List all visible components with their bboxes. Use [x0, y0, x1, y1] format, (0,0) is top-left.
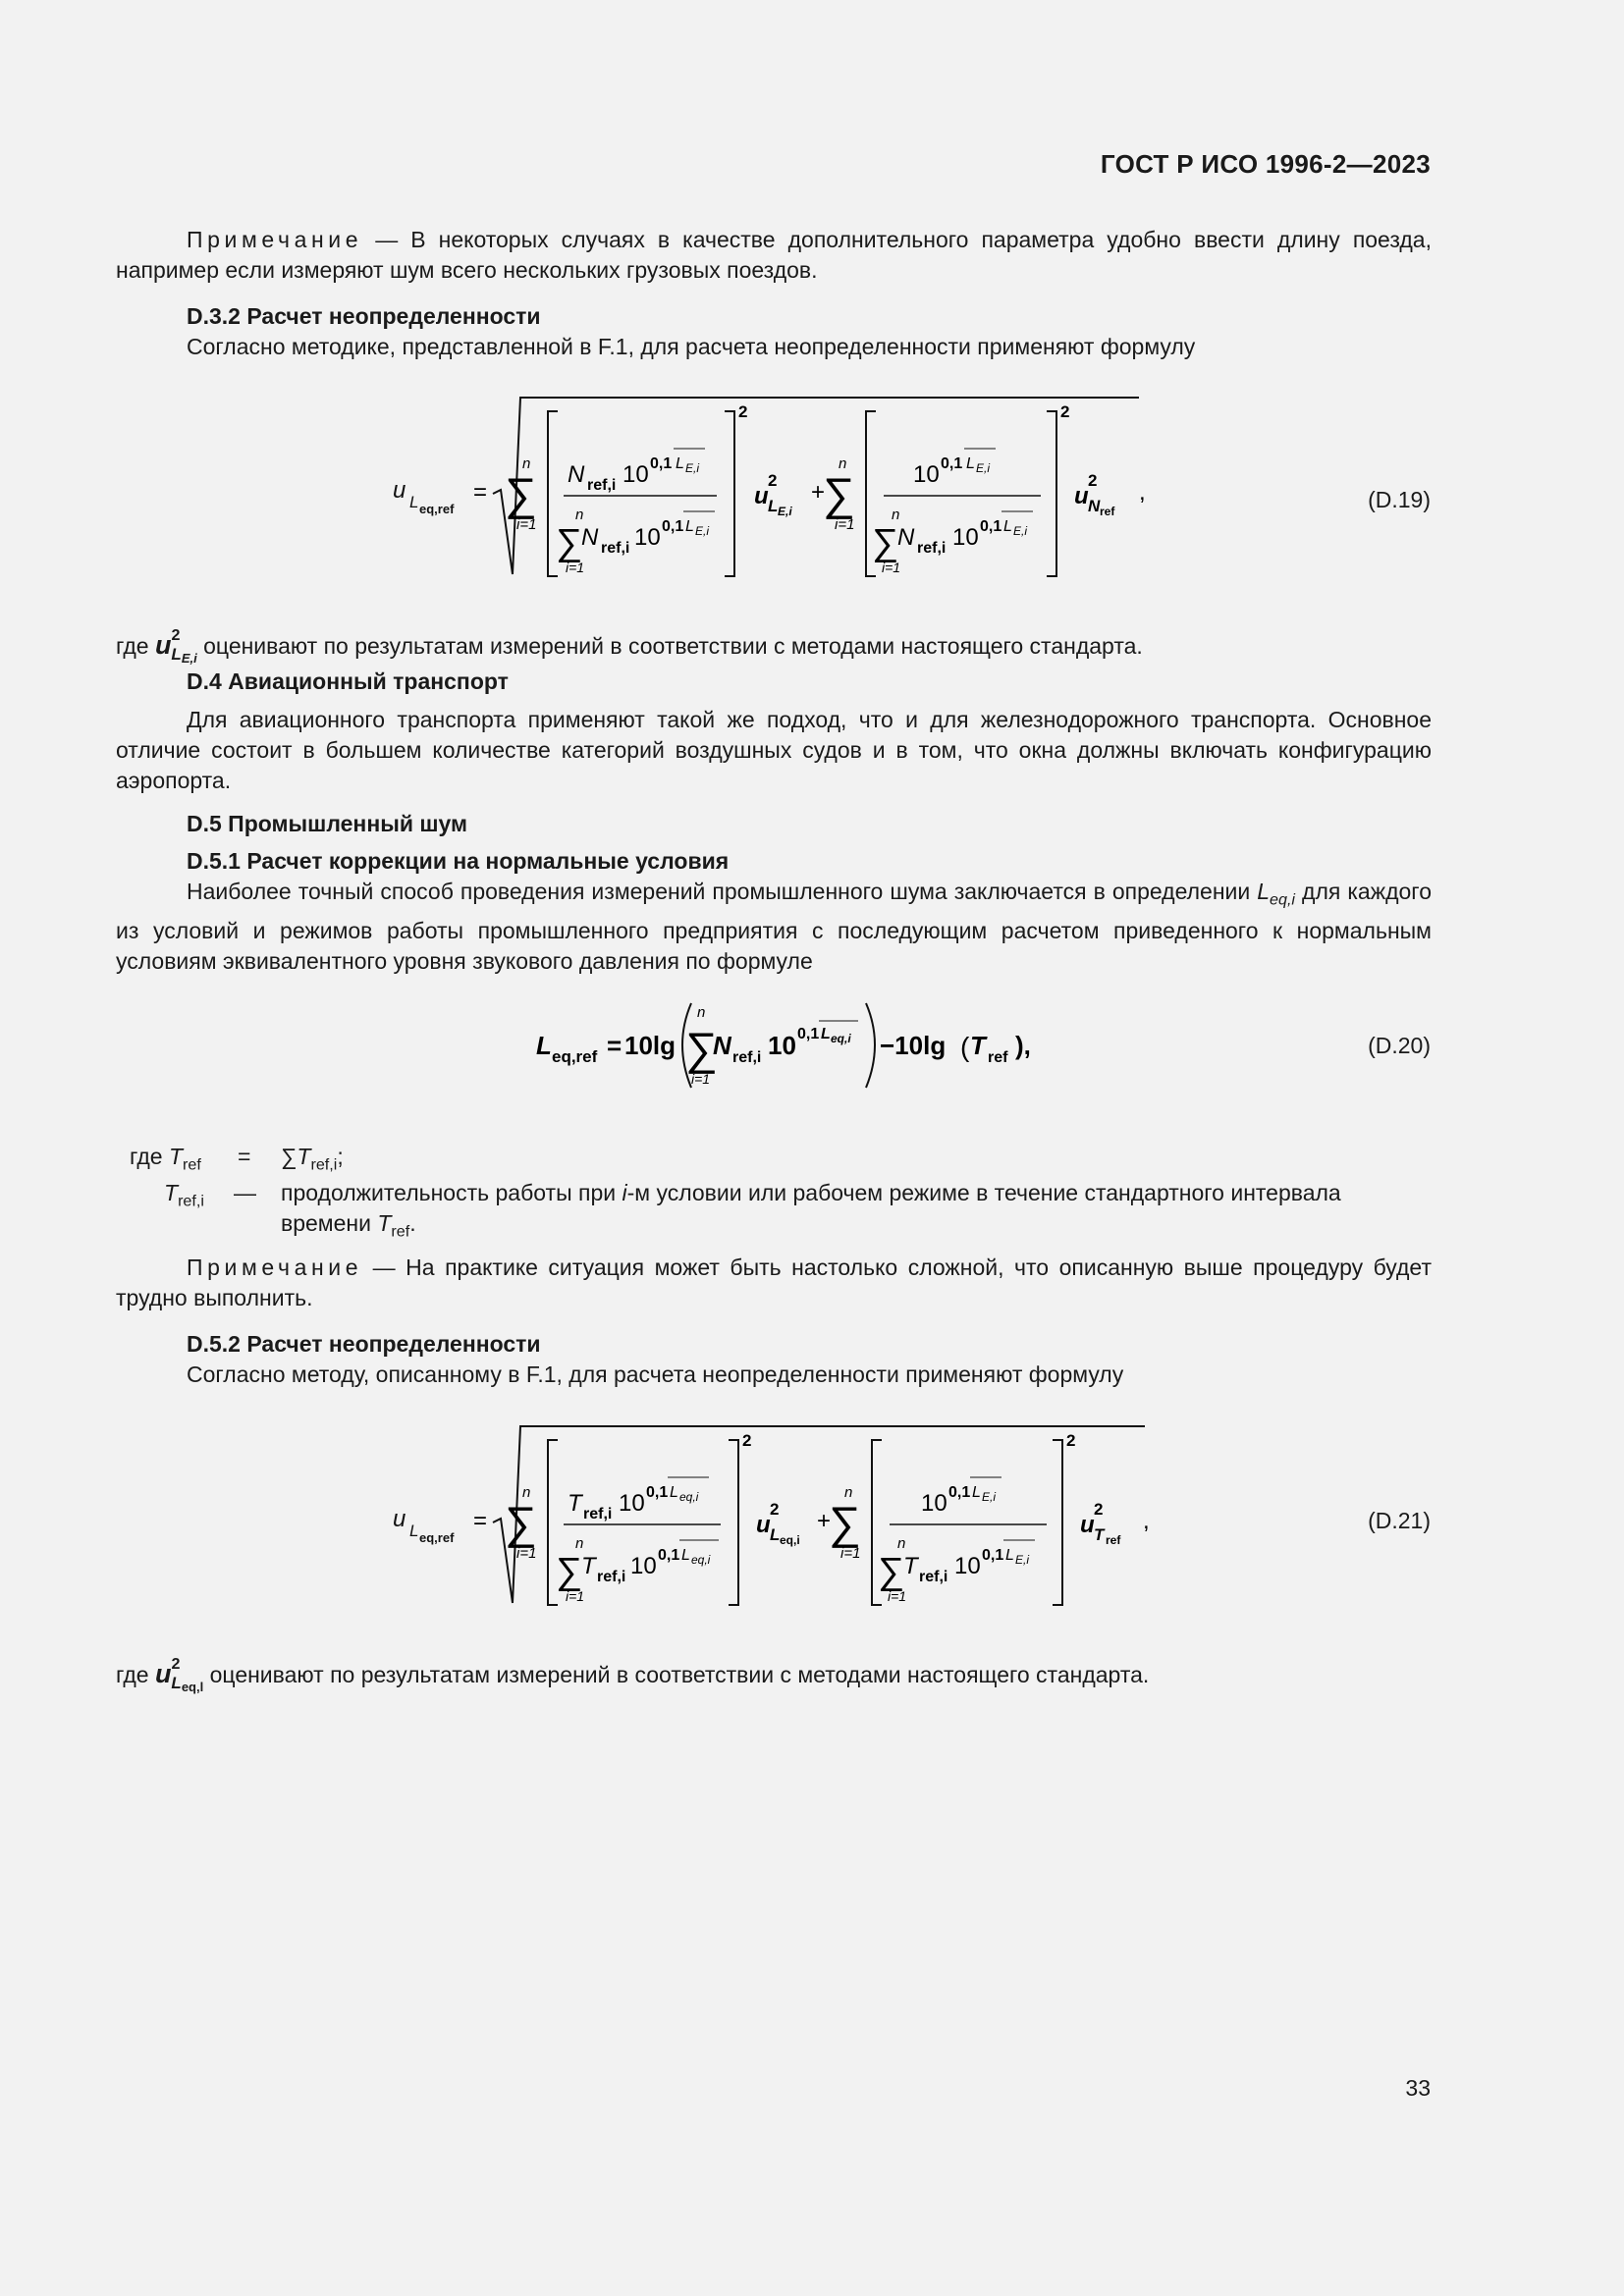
where-prefix: где	[130, 1144, 163, 1169]
sum-upper: n	[844, 1484, 853, 1501]
formula-number: 10	[634, 524, 661, 551]
formula-exponent: 0,1	[948, 1484, 971, 1501]
text: -м условии или рабочем режиме в течение стандартного интервала	[626, 1180, 1341, 1205]
formula-punct: ,	[1139, 479, 1146, 506]
formula-symbol: u	[756, 1512, 771, 1538]
symbol: T	[297, 1144, 311, 1169]
equation-number: (D.20)	[1368, 1033, 1431, 1058]
symbol: T	[377, 1210, 392, 1236]
formula-symbol: L	[768, 497, 779, 515]
paren-left: (	[960, 1032, 970, 1062]
formula-index: ref	[988, 1049, 1008, 1066]
formula-number: 10	[952, 524, 979, 551]
formula-symbol: L	[1003, 518, 1012, 535]
formula-exponent: 2	[742, 1431, 752, 1450]
formula-number: 10	[623, 461, 649, 488]
formula-index: eq,i	[780, 1533, 800, 1547]
formula-symbol: L	[670, 1484, 678, 1501]
sum-upper: n	[522, 455, 531, 472]
symbol: T	[164, 1180, 179, 1205]
formula-symbol: L	[1005, 1547, 1014, 1564]
paragraph: Для авиационного транспорта применяют такой же подход, что и для железнодорожного транспорта. Основное отличие состоит в большем количестве категорий воздушных судов и в том, что окна должны включать конфигурацию аэропорта.	[116, 707, 1432, 793]
formula-symbol: T	[970, 1031, 986, 1060]
formula-punct: ,	[1143, 1508, 1150, 1534]
formula-exponent: 0,1	[941, 455, 963, 472]
formula-symbol: L	[681, 1547, 690, 1564]
paren-right	[866, 1003, 875, 1088]
symbol-sup: 2	[171, 1655, 181, 1673]
where-operator: =	[238, 1144, 251, 1169]
where-prefix: где	[116, 633, 149, 659]
note-text: — На практике ситуация может быть настолько сложной, что описанную выше процедуру будет трудно выполнить.	[116, 1255, 1432, 1310]
formula-index: E,i	[1015, 1553, 1030, 1567]
equation-number: (D.19)	[1368, 487, 1431, 512]
where-text: оценивают по результатам измерений в соответствии с методами настоящего стандарта.	[209, 1662, 1150, 1687]
formula-index: E,i	[695, 524, 710, 538]
symbol-sub: ref,i	[310, 1155, 338, 1174]
note-paragraph	[116, 1253, 1432, 1313]
formula-function: −10lg	[880, 1031, 947, 1060]
sum-upper: n	[697, 1004, 706, 1021]
section-heading: D.5.2 Расчет неопределенности	[187, 1331, 541, 1357]
formula-symbol: T	[1094, 1525, 1105, 1544]
sum-upper: n	[522, 1484, 531, 1501]
formula-index: ref,i	[732, 1049, 762, 1066]
formula-symbol: u	[393, 477, 406, 504]
formula-symbol: L	[409, 493, 419, 511]
sum-lower: i=1	[888, 1588, 907, 1604]
formula-index: E,i	[778, 505, 792, 518]
sum-lower: i=1	[835, 516, 855, 533]
formula-index: ref,i	[917, 540, 947, 557]
symbol-sub: L	[171, 645, 182, 664]
sum-sign: ∑	[823, 468, 855, 519]
text: для каждого из условий и режимов работы промышленного предприятия с последующим расчетом приведенного к нормальным условиям эквивалентного уровня звукового давления по формуле	[116, 879, 1432, 974]
formula-symbol: L	[685, 518, 694, 535]
sum-lower: i=1	[882, 560, 901, 575]
note-paragraph	[116, 225, 1432, 286]
text: Наиболее точный способ проведения измерений промышленного шума заключается в определении	[187, 879, 1258, 904]
formula-operator: +	[811, 479, 826, 506]
formula-index: eq,i	[831, 1032, 851, 1045]
formula-index: ref	[1100, 505, 1115, 518]
section-heading: D.3.2 Расчет неопределенности	[187, 303, 541, 329]
text: продолжительность работы при	[281, 1180, 623, 1205]
section-heading: D.5.1 Расчет коррекции на нормальные условия	[187, 848, 730, 874]
symbol-sub: ref	[183, 1155, 201, 1174]
formula-symbol: u	[754, 483, 769, 509]
formula-index: eq,i	[679, 1490, 699, 1504]
formula-intro: Согласно методу, описанному в F.1, для расчета неопределенности применяют формулу	[187, 1362, 1124, 1387]
formula-symbol: N	[897, 524, 915, 551]
bracket-right	[725, 411, 734, 576]
document-header: ГОСТ Р ИСО 1996-2—2023	[1100, 149, 1431, 179]
sum-upper: n	[892, 507, 900, 523]
sum-lower: i=1	[516, 1545, 537, 1562]
formula-exponent: 2	[1094, 1500, 1104, 1519]
formula-d20	[530, 993, 1041, 1095]
formula-index: ref,i	[587, 477, 617, 494]
where-text: оценивают по результатам измерений в соответствии с методами настоящего стандарта.	[203, 633, 1143, 659]
sum-lower: i=1	[566, 560, 585, 575]
note-text: — В некоторых случаях в качестве дополнительного параметра удобно ввести длину поезда, например если измеряют шум всего нескольких грузовых поездов.	[116, 227, 1432, 283]
symbol-sub: eq,i	[1270, 890, 1295, 909]
symbol: i	[622, 1180, 627, 1205]
sum-sign: ∑	[505, 468, 537, 519]
formula-exponent: 0,1	[650, 455, 673, 472]
punct: ;	[337, 1144, 344, 1169]
formula-symbol: eq,ref	[419, 502, 455, 516]
formula-symbol: N	[581, 524, 599, 551]
definition-text	[281, 1178, 1432, 1208]
formula-exponent: 0,1	[797, 1026, 820, 1042]
section-heading: D.4 Авиационный транспорт	[187, 668, 509, 694]
formula-symbol: L	[409, 1522, 419, 1540]
formula-symbol: L	[536, 1031, 552, 1060]
formula-symbol: N	[1088, 497, 1101, 515]
sum-lower: i=1	[840, 1545, 861, 1562]
sum-upper: n	[897, 1535, 906, 1552]
fraction-numerator: 10	[921, 1490, 947, 1517]
formula-exponent: 2	[1088, 471, 1098, 490]
formula-index: E,i	[982, 1490, 997, 1504]
formula-exponent: 2	[768, 471, 778, 490]
bracket-right	[1047, 411, 1056, 576]
formula-index: eq,ref	[419, 1530, 455, 1545]
formula-operator: +	[817, 1508, 832, 1534]
formula-index: ref,i	[919, 1569, 948, 1585]
formula-symbol: u	[1074, 483, 1089, 509]
symbol: u	[154, 630, 172, 660]
formula-d19	[383, 388, 1168, 584]
formula-symbol: L	[770, 1525, 781, 1544]
formula-number: 10	[954, 1553, 981, 1579]
punct: .	[409, 1210, 416, 1236]
formula-index: eq,i	[691, 1553, 711, 1567]
section-heading: D.5 Промышленный шум	[187, 811, 468, 836]
formula-number: 10	[619, 1490, 645, 1517]
formula-symbol: u	[1080, 1512, 1095, 1538]
symbol: u	[154, 1659, 172, 1688]
formula-symbol: L	[821, 1026, 831, 1042]
formula-function: 10lg	[624, 1031, 677, 1060]
formula-exponent: 2	[1060, 402, 1070, 421]
fraction-numerator: T	[568, 1490, 582, 1517]
formula-number: 10	[630, 1553, 657, 1579]
where-clause	[130, 1142, 201, 1181]
formula-symbol: L	[676, 455, 684, 472]
formula-index: E,i	[976, 461, 991, 475]
definition-symbol	[164, 1178, 204, 1217]
page-number: 33	[1405, 2075, 1431, 2101]
formula-symbol: T	[581, 1553, 596, 1579]
formula-symbol: L	[966, 455, 975, 472]
text: времени	[281, 1210, 378, 1236]
symbol-sup: 2	[171, 626, 181, 644]
formula-operator: =	[473, 1508, 488, 1534]
sum-lower: i=1	[516, 516, 537, 533]
formula-operator: =	[473, 479, 488, 506]
symbol: L	[1257, 879, 1271, 904]
note-label: Примечание	[187, 227, 363, 252]
definition-text	[281, 1208, 416, 1248]
sum-upper: n	[575, 1535, 584, 1552]
fraction-numerator: N	[568, 461, 585, 488]
formula-symbol: T	[903, 1553, 918, 1579]
formula-symbol: u	[393, 1506, 406, 1532]
formula-intro: Согласно методике, представленной в F.1, для расчета неопределенности применяют формулу	[187, 334, 1196, 359]
sum-sign: ∑	[505, 1497, 537, 1548]
symbol-subsub: E,i	[181, 651, 197, 666]
where-clause	[116, 1649, 1149, 1702]
paren-right: ),	[1015, 1031, 1031, 1060]
formula-exponent: 0,1	[646, 1484, 669, 1501]
symbol-sub: ref,i	[178, 1192, 204, 1210]
bracket-right	[729, 1440, 738, 1605]
sum-sign: ∑	[878, 1551, 905, 1592]
note-label: Примечание	[187, 1255, 363, 1280]
formula-symbol: N	[713, 1031, 731, 1060]
sum-sign: ∑	[281, 1144, 298, 1169]
formula-index: ref,i	[597, 1569, 626, 1585]
formula-index: ref,i	[601, 540, 630, 557]
fraction-numerator: 10	[913, 461, 940, 488]
equation-number: (D.21)	[1368, 1508, 1431, 1533]
formula-index: E,i	[1013, 524, 1028, 538]
sum-sign: ∑	[556, 522, 583, 563]
sum-sign: ∑	[556, 1551, 583, 1592]
sum-sign: ∑	[829, 1497, 861, 1548]
where-clause	[116, 620, 1143, 673]
formula-exponent: 2	[770, 1500, 780, 1519]
sum-sign: ∑	[685, 1023, 718, 1074]
formula-number: 10	[768, 1031, 796, 1060]
formula-exponent: 2	[738, 402, 748, 421]
formula-exponent: 2	[1066, 1431, 1076, 1450]
sum-sign: ∑	[872, 522, 899, 563]
sum-lower: i=1	[566, 1588, 585, 1604]
formula-index: eq,ref	[552, 1047, 598, 1066]
formula-index: ref,i	[583, 1506, 613, 1522]
formula-d21	[383, 1416, 1168, 1613]
bracket-right	[1053, 1440, 1062, 1605]
symbol: T	[168, 1144, 184, 1169]
where-value	[281, 1142, 344, 1181]
formula-exponent: 0,1	[662, 518, 684, 535]
symbol-subsub: eq,l	[181, 1680, 204, 1694]
formula-operator: =	[607, 1031, 623, 1060]
formula-exponent: 0,1	[658, 1547, 680, 1564]
where-prefix: где	[116, 1662, 149, 1687]
sum-upper: n	[575, 507, 584, 523]
formula-exponent: 0,1	[982, 1547, 1004, 1564]
sum-lower: i=1	[691, 1071, 711, 1087]
sum-upper: n	[839, 455, 847, 472]
definition-dash: —	[234, 1180, 256, 1205]
formula-symbol: L	[972, 1484, 981, 1501]
paragraph	[116, 877, 1432, 977]
formula-index: E,i	[685, 461, 700, 475]
symbol-sub: L	[171, 1674, 182, 1692]
symbol-sub: ref	[391, 1222, 410, 1241]
formula-index: ref	[1106, 1533, 1121, 1547]
formula-exponent: 0,1	[980, 518, 1002, 535]
